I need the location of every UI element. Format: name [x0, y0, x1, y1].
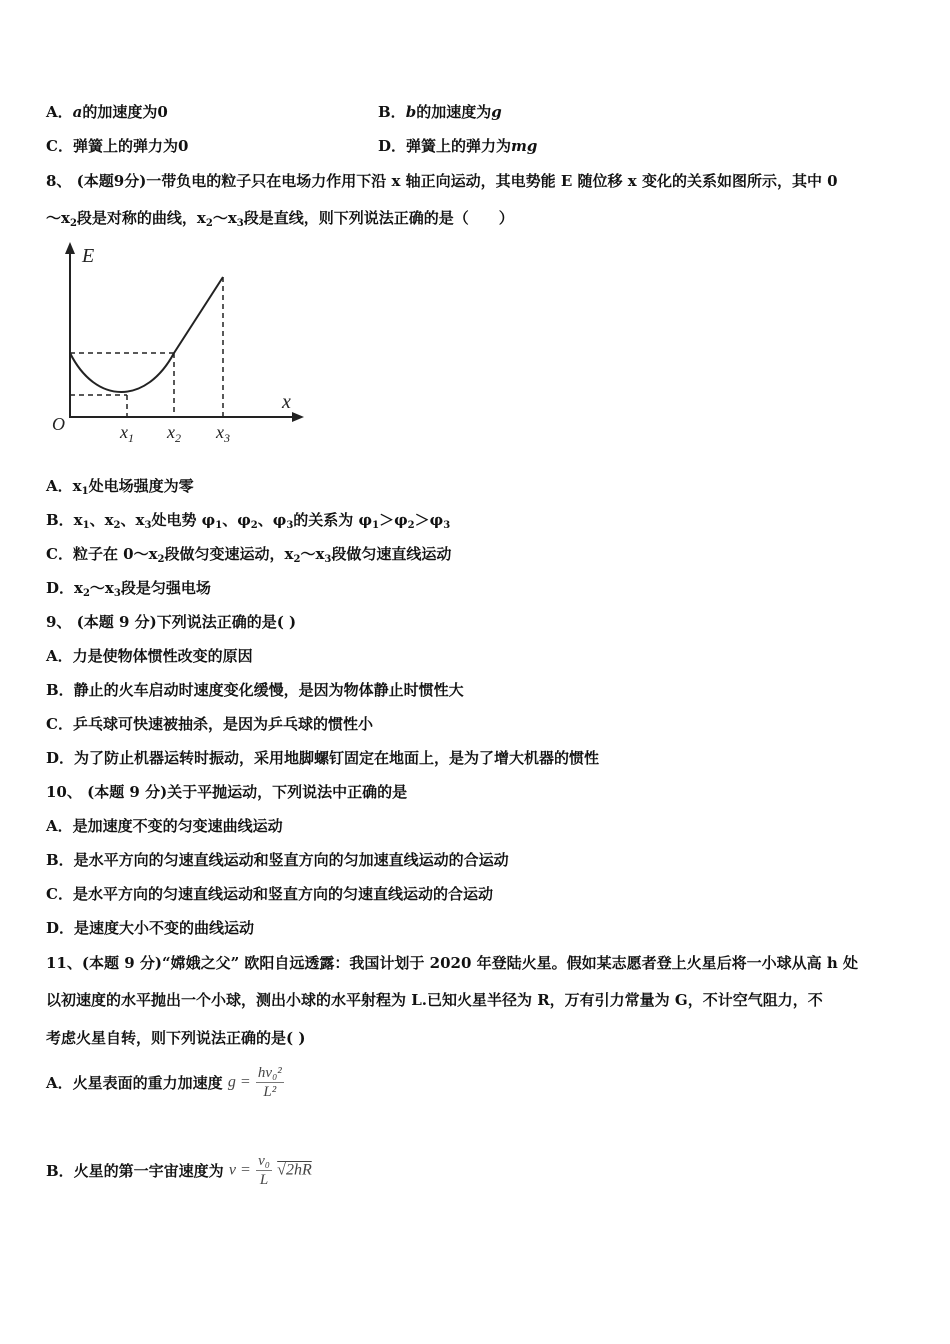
y-axis-label: E: [82, 245, 95, 267]
q11-stem-line3: 考虑火星自转，则下列说法正确的是( ): [46, 1029, 306, 1047]
tick-label-x3: $x_3$: [216, 422, 230, 445]
q11-option-a: A．火星表面的重力加速度 g = $\frac{\text{hv₀²}}{\text{L²}}$: [46, 1065, 282, 1100]
q9-option-b: B．静止的火车启动时速度变化缓慢，是因为物体静止时惯性大: [46, 681, 464, 699]
q11-stem-line2: 以初速度的水平抛出一个小球，测出小球的水平射程为 L.已知火星半径为 R，万有引力常量为 G，不计空气阻力，不: [46, 991, 823, 1009]
q8-option-d: D．$x_2\sim x_3$段是匀强电场: [46, 579, 211, 599]
q7-option-b: B．b的加速度为g: [378, 103, 502, 121]
origin-label: O: [52, 414, 65, 434]
q10-option-c: C．是水平方向的匀速直线运动和竖直方向的匀速直线运动的合运动: [46, 885, 493, 903]
q10-option-d: D．是速度大小不变的曲线运动: [46, 919, 255, 937]
q9-stem: 9、 (本题 9 分)下列说法正确的是( ): [46, 613, 297, 631]
formula-a-fraction: $\frac{\text{hv₀²}}{\text{L²}}$: [257, 1065, 282, 1100]
x-axis-arrow: [292, 412, 304, 422]
formula-b-root: √2hR: [277, 1161, 312, 1179]
q8-option-b: B．$x_1$、$x_2$、$x_3$处电势 $\varphi_1$、$\varphi_2$、$\varphi_3$的关系为 $\varphi_1>\varphi_2>\varphi_3$: [46, 511, 451, 531]
q10-option-b: B．是水平方向的匀速直线运动和竖直方向的匀加速直线运动的合运动: [46, 851, 509, 869]
tick-label-x2: $x_2$: [167, 422, 181, 445]
x-axis-label: x: [282, 391, 291, 413]
q8-option-c: C．粒子在 $0\sim x_2$段做匀变速运动，$x_2\sim x_3$段做匀速直线运动: [46, 545, 452, 565]
q8-stem-line1: 8、 (本题9分)一带负电的粒子只在电场力作用下沿 x 轴正向运动，其电势能 E 随位移 x 变化的关系如图所示，其中 0: [46, 172, 838, 190]
q8-stem-line2: $\sim x_2$段是对称的曲线，$x_2\sim x_3$段是直线，则下列说法正确的是（ ）: [46, 209, 514, 229]
q7-option-d: D．弹簧上的弹力为mg: [378, 137, 538, 155]
q9-option-a: A．力是使物体惯性改变的原因: [46, 647, 253, 665]
q9-option-c: C．乒乓球可快速被抽杀，是因为乒乓球的惯性小: [46, 715, 373, 733]
q10-stem: 10、 (本题 9 分)关于平抛运动，下列说法中正确的是: [46, 783, 408, 801]
q9-option-d: D．为了防止机器运转时振动，采用地脚螺钉固定在地面上，是为了增大机器的惯性: [46, 749, 600, 767]
formula-b-lhs: v =: [228, 1161, 251, 1179]
formula-a-lhs: g =: [227, 1073, 251, 1091]
tick-label-x1: $x_1$: [120, 422, 134, 445]
q11-option-b: B．火星的第一宇宙速度为 v = $\frac{\text{v₀}}{L}$ √2hR: [46, 1153, 312, 1188]
formula-b-fraction: $\frac{\text{v₀}}{L}$: [258, 1153, 270, 1188]
q8-option-a: A．$x_1$处电场强度为零: [46, 477, 194, 497]
q11-stem-line1: 11、(本题 9 分)“嫦娥之父” 欧阳自远透露：我国计划于 2020 年登陆火星。假如某志愿者登上火星后将一小球从高 h 处: [46, 954, 858, 972]
q7-option-c: C．弹簧上的弹力为0: [46, 137, 189, 155]
q10-option-a: A．是加速度不变的匀变速曲线运动: [46, 817, 283, 835]
q8-energy-graph: [46, 240, 316, 445]
energy-curve: [70, 353, 174, 392]
q7-option-a: A．a的加速度为0: [46, 103, 168, 121]
y-axis-arrow: [65, 242, 75, 254]
energy-line: [174, 277, 223, 353]
